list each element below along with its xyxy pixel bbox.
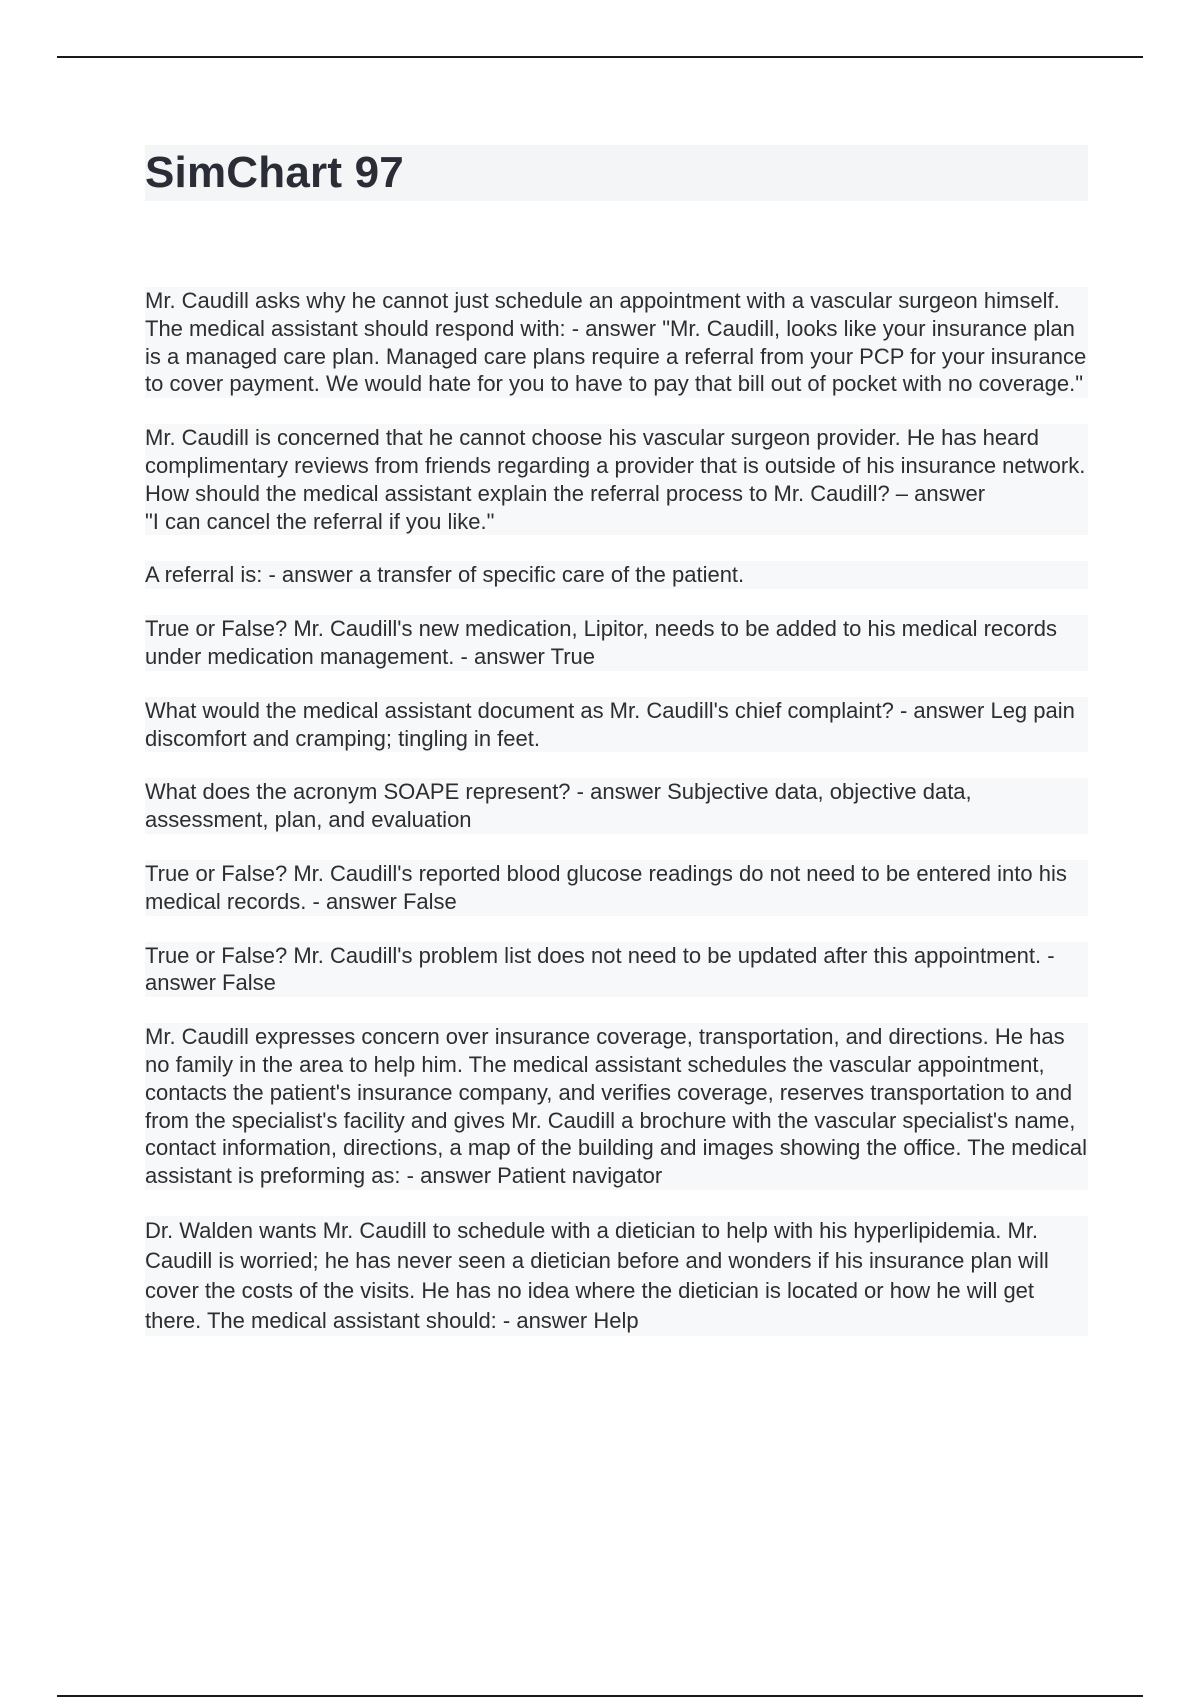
top-rule — [57, 56, 1143, 58]
qa-item: Mr. Caudill is concerned that he cannot choose his vascular surgeon provider. He has heard complimentary reviews from friends regarding a provider that is outside of his insurance network. How should the medical assistant explain the referral process to Mr. Caudill? – answer "I can cancel the referral if you like." — [145, 424, 1088, 535]
qa-item: Dr. Walden wants Mr. Caudill to schedule with a dietician to help with his hyperlipidemia. Mr. Caudill is worried; he has never seen a dietician before and wonders if his insurance plan will cover the costs of the visits. He has no idea where the dietician is located or how he will get there. The medical assistant should: - answer Help — [145, 1216, 1088, 1336]
qa-item: True or False? Mr. Caudill's problem list does not need to be updated after this appointment. - answer False — [145, 942, 1088, 998]
bottom-rule — [57, 1695, 1143, 1697]
qa-item: True or False? Mr. Caudill's new medication, Lipitor, needs to be added to his medical records under medication management. - answer True — [145, 615, 1088, 671]
qa-item: True or False? Mr. Caudill's reported blood glucose readings do not need to be entered into his medical records. - answer False — [145, 860, 1088, 916]
qa-item: A referral is: - answer a transfer of specific care of the patient. — [145, 561, 1088, 589]
document-title: SimChart 97 — [145, 148, 404, 197]
document-body — [145, 145, 1094, 1362]
qa-item: What would the medical assistant document as Mr. Caudill's chief complaint? - answer Leg pain discomfort and cramping; tingling in feet. — [145, 697, 1088, 753]
title-band — [145, 145, 1088, 201]
qa-item: Mr. Caudill expresses concern over insurance coverage, transportation, and directions. He has no family in the area to help him. The medical assistant schedules the vascular appointment, contacts the patient's insurance company, and verifies coverage, reserves transportation to and from the specialist's facility and gives Mr. Caudill a brochure with the vascular specialist's name, contact information, directions, a map of the building and images showing the office. The medical assistant is preforming as: - answer Patient navigator — [145, 1024, 1094, 1189]
qa-item: What does the acronym SOAPE represent? - answer Subjective data, objective data, assessment, plan, and evaluation — [145, 778, 1088, 834]
qa-item: Mr. Caudill asks why he cannot just schedule an appointment with a vascular surgeon himself. The medical assistant should respond with: - answer "Mr. Caudill, looks like your insurance plan is a managed care plan. Managed care plans require a referral from your PCP for your insurance to cover payment. We would hate for you to have to pay that bill out of pocket with no coverage." — [145, 288, 1093, 397]
